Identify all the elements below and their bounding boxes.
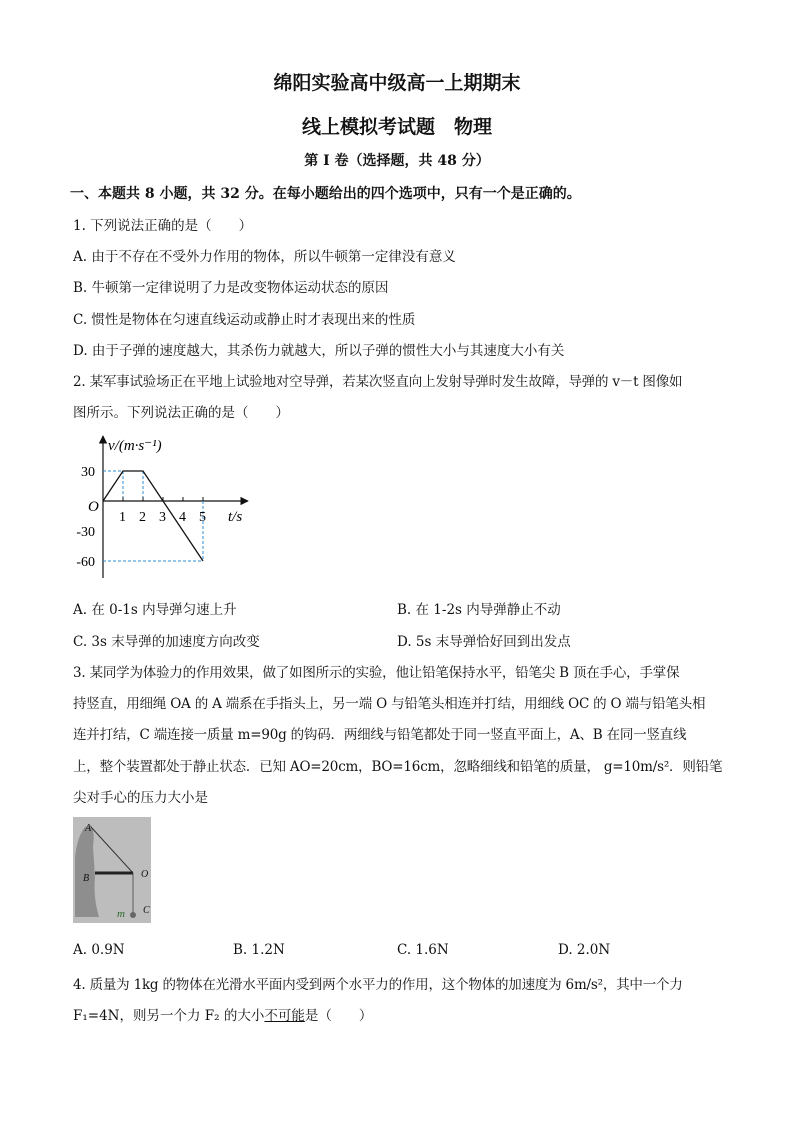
q4-not-possible: 不可能: [264, 1008, 305, 1024]
y-tick-label-30: 30: [81, 465, 95, 480]
q1-stem: 1. 下列说法正确的是（ ）: [73, 218, 253, 234]
x-axis-label: t/s: [228, 509, 243, 525]
origin-label: O: [88, 499, 99, 515]
label-a: A: [85, 823, 92, 834]
q4-line2-text-b: 是（ ）: [304, 1008, 373, 1024]
exam-title: 绵阳实验高中级高一上期期末: [273, 72, 521, 94]
q1-option-c: C. 惯性是物体在匀速直线运动或静止时才表现出来的性质: [73, 312, 416, 328]
q2-option-c: C. 3s 末导弹的加速度方向改变: [73, 634, 260, 650]
x-tick-label-1: 1: [119, 510, 126, 525]
label-o: O: [141, 869, 149, 880]
q3-option-c: C. 1.6N: [397, 942, 449, 958]
q2-stem-line2: 图所示。下列说法正确的是（ ）: [73, 405, 289, 421]
q1-option-d: D. 由于子弹的速度越大，其杀伤力就越大，所以子弹的惯性大小与其速度大小有关: [73, 343, 565, 359]
q3-option-a: A. 0.9N: [73, 942, 125, 958]
section-heading: 一、本题共 8 小题，共 32 分。在每小题给出的四个选项中，只有一个是正确的。: [70, 186, 581, 202]
y-tick-label--60: -60: [76, 555, 95, 570]
q1-option-b: B. 牛顿第一定律说明了力是改变物体运动状态的原因: [73, 280, 389, 296]
exam-subtitle: 线上模拟考试题 物理: [301, 116, 492, 138]
x-tick-label-4: 4: [179, 510, 186, 525]
label-c: C: [143, 905, 150, 916]
q2-option-b: B. 在 1-2s 内导弹静止不动: [397, 602, 561, 618]
vt-chart: [70, 428, 280, 588]
q3-line4: 上，整个装置都处于静止状态．已知 AO=20cm，BO=16cm，忽略细线和铅笔的质量， g=10m/s²．则铅笔: [73, 759, 723, 775]
x-tick-label-3: 3: [159, 510, 166, 525]
q3-line1: 3. 某同学为体验力的作用效果，做了如图所示的实验，他让铅笔保持水平，铅笔尖 B 顶在手心，手掌保: [73, 665, 680, 681]
hook-weight: [130, 912, 136, 918]
q2-option-a: A. 在 0-1s 内导弹匀速上升: [73, 602, 237, 618]
q1-option-a: A. 由于不存在不受外力作用的物体，所以牛顿第一定律没有意义: [73, 249, 456, 265]
q3-line2: 持竖直，用细绳 OA 的 A 端系在手指头上，另一端 O 与铅笔头相连并打结，用细线 OC 的 O 端与铅笔头相: [73, 696, 706, 712]
q4-line1: 4. 质量为 1kg 的物体在光滑水平面内受到两个水平力的作用，这个物体的加速度为 6m/s²，其中一个力: [73, 977, 683, 993]
experiment-photo: [73, 817, 151, 923]
q3-option-b: B. 1.2N: [233, 942, 285, 958]
y-axis-label: v/(m·s⁻¹): [108, 438, 162, 454]
q3-line5: 尖对手心的压力大小是: [73, 790, 208, 806]
label-b: B: [83, 873, 90, 884]
q4-line2-text-a: F₁=4N，则另一个力 F₂ 的大小: [73, 1008, 265, 1024]
label-m: m: [117, 908, 125, 920]
vt-series-line: [103, 471, 203, 561]
q2-stem-line1: 2. 某军事试验场正在平地上试验地对空导弹，若某次竖直向上发射导弹时发生故障，导弹的 v－t 图像如: [73, 374, 683, 390]
x-tick-label-2: 2: [139, 510, 146, 525]
q3-line3: 连并打结，C 端连接一质量 m=90g 的钩码．两细线与铅笔都处于同一竖直平面上，A、B 在同一竖直线: [73, 727, 687, 743]
q3-option-d: D. 2.0N: [558, 942, 611, 958]
volume-heading: 第 I 卷（选择题，共 48 分）: [304, 153, 490, 169]
x-tick-label-5: 5: [199, 510, 206, 525]
q2-option-d: D. 5s 末导弹恰好回到出发点: [397, 634, 571, 650]
q4-line2: [73, 1004, 372, 1024]
y-tick-label--30: -30: [76, 525, 95, 540]
